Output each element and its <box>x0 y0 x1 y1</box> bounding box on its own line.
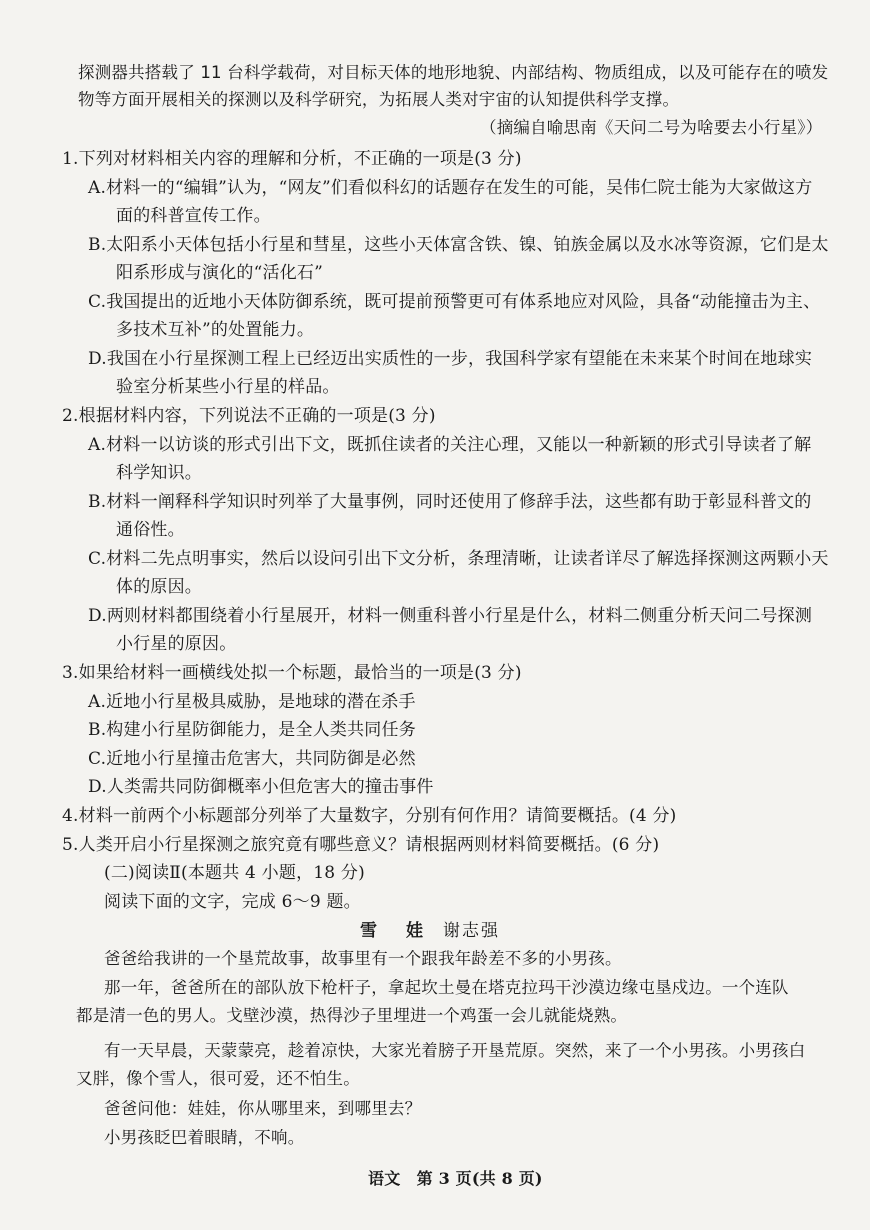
q1-stem: 1.下列对材料相关内容的理解和分析，不正确的一项是(3 分) <box>62 149 522 169</box>
story-paragraph-3-line2: 又胖，像个雪人，很可爱，还不怕生。 <box>76 1069 360 1088</box>
q1-option-a-line2: 面的科普宣传工作。 <box>116 206 271 226</box>
q2-option-a-line1: A.材料一以访谈的形式引出下文，既抓住读者的关注心理，又能以一种新颖的形式引导读者了解 <box>88 435 812 455</box>
story-paragraph-5: 小男孩眨巴着眼睛，不响。 <box>104 1128 305 1147</box>
intro-line-1: 探测器共搭载了 11 台科学载荷，对目标天体的地形地貌、内部结构、物质组成，以及可能存在的喷发 <box>78 63 829 82</box>
q2-option-d-line2: 小行星的原因。 <box>116 634 237 654</box>
intro-line-2: 物等方面开展相关的探测以及科学研究，为拓展人类对宇宙的认知提供科学支撑。 <box>78 90 680 109</box>
q3-option-b: B.构建小行星防御能力，是全人类共同任务 <box>88 720 416 740</box>
q1-option-d-line1: D.我国在小行星探测工程上已经迈出实质性的一步，我国科学家有望能在未来某个时间在地球实 <box>88 349 813 369</box>
q4-stem: 4.材料一前两个小标题部分列举了大量数字，分别有何作用？请简要概括。(4 分) <box>62 806 677 826</box>
q2-option-d-line1: D.两则材料都围绕着小行星展开，材料一侧重科普小行星是什么，材料二侧重分析天问二号探测 <box>88 606 813 626</box>
story-paragraph-2-line1: 那一年，爸爸所在的部队放下枪杆子，拿起坎土曼在塔克拉玛干沙漠边缘屯垦戍边。一个连队 <box>104 978 789 997</box>
story-paragraph-1: 爸爸给我讲的一个垦荒故事，故事里有一个跟我年龄差不多的小男孩。 <box>104 949 622 968</box>
q1-option-c-line2: 多技术互补”的处置能力。 <box>116 320 315 340</box>
intro-source: （摘编自喻思南《天问二号为啥要去小行星》） <box>480 118 823 137</box>
story-paragraph-2-line2: 都是清一色的男人。戈壁沙漠，热得沙子里埋进一个鸡蛋一会儿就能烧熟。 <box>76 1006 628 1025</box>
q3-option-d: D.人类需共同防御概率小但危害大的撞击事件 <box>88 777 434 797</box>
q1-option-d-line2: 验室分析某些小行星的样品。 <box>116 377 340 397</box>
q2-stem: 2.根据材料内容，下列说法不正确的一项是(3 分) <box>62 406 436 426</box>
q2-option-b-line2: 通俗性。 <box>116 520 185 540</box>
section2-instruction: 阅读下面的文字，完成 6～9 题。 <box>104 892 361 912</box>
section2-heading: (二)阅读Ⅱ(本题共 4 小题，18 分) <box>104 863 365 883</box>
page-footer: 语文 第 3 页(共 8 页) <box>368 1169 543 1188</box>
q1-option-b-line2: 阳系形成与演化的“活化石” <box>116 263 323 283</box>
q3-stem: 3.如果给材料一画横线处拟一个标题，最恰当的一项是(3 分) <box>62 663 522 683</box>
q1-option-c-line1: C.我国提出的近地小天体防御系统，既可提前预警更可有体系地应对风险，具备“动能撞击为主、 <box>88 292 821 312</box>
q5-stem: 5.人类开启小行星探测之旅究竟有哪些意义？请根据两则材料简要概括。(6 分) <box>62 835 660 855</box>
story-paragraph-3-line1: 有一天早晨，天蒙蒙亮，趁着凉快，大家光着膀子开垦荒原。突然，来了一个小男孩。小男孩白 <box>104 1041 806 1060</box>
q1-option-b-line1: B.太阳系小天体包括小行星和彗星，这些小天体富含铁、镍、铂族金属以及水冰等资源，它们是太 <box>88 235 829 255</box>
story-title: 雪 娃 <box>360 921 429 941</box>
story-author: 谢志强 <box>443 921 500 941</box>
q1-option-a-line1: A.材料一的“编辑”认为，“网友”们看似科幻的话题存在发生的可能，吴伟仁院士能为大家做这方 <box>88 178 813 198</box>
q2-option-b-line1: B.材料一阐释科学知识时列举了大量事例，同时还使用了修辞手法，这些都有助于彰显科普文的 <box>88 492 812 512</box>
q3-option-a: A.近地小行星极具威胁，是地球的潜在杀手 <box>88 692 416 712</box>
story-title-line <box>360 920 500 942</box>
q2-option-a-line2: 科学知识。 <box>116 463 202 483</box>
story-paragraph-4: 爸爸问他：娃娃，你从哪里来，到哪里去？ <box>104 1099 422 1118</box>
q3-option-c: C.近地小行星撞击危害大，共同防御是必然 <box>88 749 416 769</box>
q2-option-c-line1: C.材料二先点明事实，然后以设问引出下文分析，条理清晰，让读者详尽了解选择探测这两颗小天 <box>88 549 829 569</box>
q2-option-c-line2: 体的原因。 <box>116 577 202 597</box>
